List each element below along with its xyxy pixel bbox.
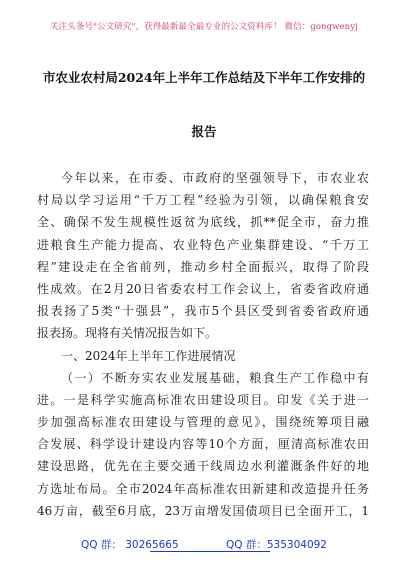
document-body [37, 167, 369, 522]
footer-qq-group-1[interactable]: QQ 群： 30265665 [81, 539, 179, 551]
body-line: 合发展、科学设计建设内容等10个方面，厘清高标准农田 [37, 437, 369, 452]
footer-contact [0, 537, 408, 552]
body-line: 报表扬。现将有关情况报告如下。 [37, 326, 218, 341]
body-line: 46万亩，截至6月底，23万亩增发国债项目已全面开工，1 [37, 503, 369, 518]
body-line: （一）不断夯实农业发展基础，粮食生产工作稳中有 [61, 370, 369, 385]
body-line: 性成效。在2月20日省委农村工作会议上，省委省政府通 [37, 281, 369, 296]
body-line: 进粮食生产能力提高、农业特色产业集群建设、“千万工 [37, 237, 369, 252]
body-line: 村局以学习运用“千万工程”经验为引领，以确保粮食安 [37, 193, 369, 208]
body-line: 步加强高标准农田建设与管理的意见》，围绕统筹项目融 [37, 415, 369, 430]
body-line: 全、确保不发生规模性返贫为底线，抓**促全市，奋力推 [37, 215, 369, 230]
header-banner: 关注头条号"公文研究"，获得最新最全最专业的公文资料库！ 微信：gongwenyj [50, 22, 358, 32]
footer-underline [150, 551, 270, 552]
body-line: 程”建设走在全省前列，推动乡村全面振兴，取得了阶段 [37, 259, 369, 274]
footer-qq-group-2[interactable]: QQ 群：535304092 [226, 539, 327, 551]
body-line: 进。一是科学实施高标准农田建设项目。印发《关于进一 [37, 392, 369, 407]
document-title-line-2: 报告 [191, 124, 217, 139]
body-line: 今年以来，在市委、市政府的坚强领导下，市农业农 [61, 171, 369, 185]
document-title-line-1: 市农业农村局2024年上半年工作总结及下半年工作安排的 [42, 70, 366, 85]
body-line: 报表扬了5类“十强县”，我市5个县区受到省委省政府通 [37, 304, 369, 319]
body-line: 方选址布局。全市2024年高标准农田新建和改造提升任务 [37, 481, 369, 496]
body-line: 建设思路，优先在主要交通干线周边水利灌溉条件好的地 [37, 459, 369, 474]
section-heading: 一、2024年上半年工作进展情况 [61, 348, 236, 363]
